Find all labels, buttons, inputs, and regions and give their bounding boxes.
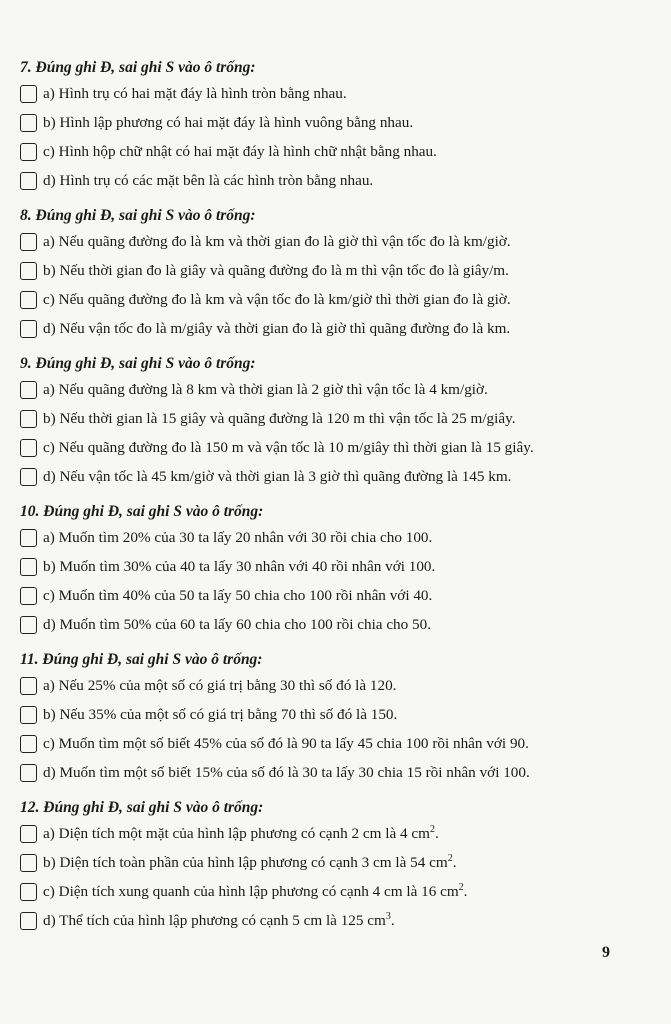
option-body: d) Thể tích của hình lập phương có cạnh 5 cm là 125 cm bbox=[43, 911, 386, 929]
question-title bbox=[20, 797, 650, 819]
option-row bbox=[20, 285, 650, 314]
option-body: a) Diện tích một mặt của hình lập phương có cạnh 2 cm là 4 cm bbox=[43, 824, 430, 842]
answer-box[interactable] bbox=[20, 825, 37, 843]
answer-box[interactable] bbox=[20, 764, 37, 782]
question-12 bbox=[20, 797, 650, 935]
option-text: c) Hình hộp chữ nhật có hai mặt đáy là hình chữ nhật bằng nhau. bbox=[43, 142, 437, 160]
question-prompt: Đúng ghi Đ, sai ghi S vào ô trống: bbox=[43, 503, 264, 520]
option-row bbox=[20, 671, 650, 700]
option-row bbox=[20, 375, 650, 404]
question-title bbox=[20, 649, 650, 671]
unit-exponent: 2 bbox=[447, 852, 453, 864]
option-row bbox=[20, 404, 650, 433]
answer-box[interactable] bbox=[20, 114, 37, 132]
answer-box[interactable] bbox=[20, 735, 37, 753]
option-text: a) Muốn tìm 20% của 30 ta lấy 20 nhân với 30 rồi chia cho 100. bbox=[43, 528, 433, 546]
option-row bbox=[20, 166, 650, 195]
answer-box[interactable] bbox=[20, 587, 37, 605]
question-9 bbox=[20, 353, 650, 491]
option-row bbox=[20, 552, 650, 581]
question-8 bbox=[20, 205, 650, 343]
answer-box[interactable] bbox=[20, 439, 37, 457]
answer-box[interactable] bbox=[20, 291, 37, 309]
option-text: b) Nếu thời gian là 15 giây và quãng đường là 120 m thì vận tốc là 25 m/giây. bbox=[43, 409, 516, 427]
question-7 bbox=[20, 57, 650, 195]
option-row bbox=[20, 108, 650, 137]
unit-exponent: 2 bbox=[458, 881, 464, 893]
question-title bbox=[20, 353, 650, 375]
question-title bbox=[20, 501, 650, 523]
page-number: 9 bbox=[602, 944, 610, 961]
answer-box[interactable] bbox=[20, 468, 37, 486]
option-row bbox=[20, 256, 650, 285]
question-number: 9. bbox=[20, 355, 32, 372]
option-row bbox=[20, 227, 650, 256]
option-text: a) Diện tích một mặt của hình lập phương có cạnh 2 cm là 4 $cm^2$. bbox=[43, 823, 439, 842]
option-text: c) Diện tích xung quanh của hình lập phương có cạnh 4 cm là 16 $cm^2$. bbox=[43, 881, 468, 900]
option-row bbox=[20, 581, 650, 610]
option-text: a) Nếu quãng đường là 8 km và thời gian là 2 giờ thì vận tốc là 4 km/giờ. bbox=[43, 380, 488, 398]
answer-box[interactable] bbox=[20, 320, 37, 338]
option-row bbox=[20, 906, 650, 935]
option-text: c) Muốn tìm 40% của 50 ta lấy 50 chia cho 100 rồi nhân với 40. bbox=[43, 586, 433, 604]
option-text: b) Diện tích toàn phần của hình lập phương có cạnh 3 cm là 54 $cm^2$. bbox=[43, 852, 457, 871]
option-row bbox=[20, 729, 650, 758]
option-row bbox=[20, 314, 650, 343]
question-title bbox=[20, 57, 650, 79]
answer-box[interactable] bbox=[20, 677, 37, 695]
question-number: 8. bbox=[20, 207, 32, 224]
option-text: c) Muốn tìm một số biết 45% của số đó là 90 ta lấy 45 chia 100 rồi nhân với 90. bbox=[43, 734, 529, 752]
option-body: b) Diện tích toàn phần của hình lập phương có cạnh 3 cm là 54 cm bbox=[43, 853, 448, 871]
question-prompt: Đúng ghi Đ, sai ghi S vào ô trống: bbox=[42, 651, 263, 668]
option-text: b) Nếu thời gian đo là giây và quãng đường đo là m thì vận tốc đo là giây/m. bbox=[43, 261, 509, 279]
option-text: a) Nếu 25% của một số có giá trị bằng 30 thì số đó là 120. bbox=[43, 676, 397, 694]
question-title bbox=[20, 205, 650, 227]
answer-box[interactable] bbox=[20, 529, 37, 547]
question-number: 12. bbox=[20, 799, 40, 816]
option-row bbox=[20, 819, 650, 848]
option-row bbox=[20, 433, 650, 462]
answer-box[interactable] bbox=[20, 706, 37, 724]
question-prompt: Đúng ghi Đ, sai ghi S vào ô trống: bbox=[35, 355, 256, 372]
option-text: b) Muốn tìm 30% của 40 ta lấy 30 nhân với 40 rồi nhân với 100. bbox=[43, 557, 436, 575]
option-text: d) Nếu vận tốc là 45 km/giờ và thời gian là 3 giờ thì quãng đường là 145 km. bbox=[43, 467, 512, 485]
option-row bbox=[20, 610, 650, 639]
option-text: c) Nếu quãng đường đo là 150 m và vận tốc là 10 m/giây thì thời gian là 15 giây. bbox=[43, 438, 534, 456]
option-body: c) Diện tích xung quanh của hình lập phương có cạnh 4 cm là 16 cm bbox=[43, 882, 459, 900]
unit-exponent: 2 bbox=[429, 823, 435, 835]
question-10 bbox=[20, 501, 650, 639]
option-row bbox=[20, 462, 650, 491]
option-row bbox=[20, 758, 650, 787]
option-text: d) Thể tích của hình lập phương có cạnh 5 cm là 125 $cm^3$. bbox=[43, 910, 395, 929]
option-text: b) Nếu 35% của một số có giá trị bằng 70 thì số đó là 150. bbox=[43, 705, 398, 723]
answer-box[interactable] bbox=[20, 854, 37, 872]
question-prompt: Đúng ghi Đ, sai ghi S vào ô trống: bbox=[35, 59, 256, 76]
answer-box[interactable] bbox=[20, 558, 37, 576]
question-11 bbox=[20, 649, 650, 787]
question-prompt: Đúng ghi Đ, sai ghi S vào ô trống: bbox=[43, 799, 264, 816]
answer-box[interactable] bbox=[20, 262, 37, 280]
option-text: d) Nếu vận tốc đo là m/giây và thời gian đo là giờ thì quãng đường đo là km. bbox=[43, 319, 511, 337]
option-text: c) Nếu quãng đường đo là km và vận tốc đo là km/giờ thì thời gian đo là giờ. bbox=[43, 290, 511, 308]
answer-box[interactable] bbox=[20, 410, 37, 428]
unit-exponent: 3 bbox=[385, 910, 391, 922]
option-text: a) Nếu quãng đường đo là km và thời gian đo là giờ thì vận tốc đo là km/giờ. bbox=[43, 232, 511, 250]
option-row bbox=[20, 700, 650, 729]
option-row bbox=[20, 79, 650, 108]
answer-box[interactable] bbox=[20, 85, 37, 103]
answer-box[interactable] bbox=[20, 883, 37, 901]
option-text: d) Muốn tìm 50% của 60 ta lấy 60 chia cho 100 rồi chia cho 50. bbox=[43, 615, 432, 633]
option-row bbox=[20, 523, 650, 552]
question-number: 11. bbox=[20, 651, 39, 668]
option-row bbox=[20, 848, 650, 877]
option-row bbox=[20, 137, 650, 166]
question-prompt: Đúng ghi Đ, sai ghi S vào ô trống: bbox=[35, 207, 256, 224]
answer-box[interactable] bbox=[20, 381, 37, 399]
option-text: d) Hình trụ có các mặt bên là các hình tròn bằng nhau. bbox=[43, 171, 374, 189]
answer-box[interactable] bbox=[20, 912, 37, 930]
option-text: a) Hình trụ có hai mặt đáy là hình tròn bằng nhau. bbox=[43, 84, 347, 102]
question-number: 10. bbox=[20, 503, 40, 520]
answer-box[interactable] bbox=[20, 172, 37, 190]
option-row bbox=[20, 877, 650, 906]
answer-box[interactable] bbox=[20, 616, 37, 634]
option-text: d) Muốn tìm một số biết 15% của số đó là 30 ta lấy 30 chia 15 rồi nhân với 100. bbox=[43, 763, 530, 781]
question-number: 7. bbox=[20, 59, 32, 76]
option-text: b) Hình lập phương có hai mặt đáy là hình vuông bằng nhau. bbox=[43, 113, 414, 131]
answer-box[interactable] bbox=[20, 143, 37, 161]
answer-box[interactable] bbox=[20, 233, 37, 251]
